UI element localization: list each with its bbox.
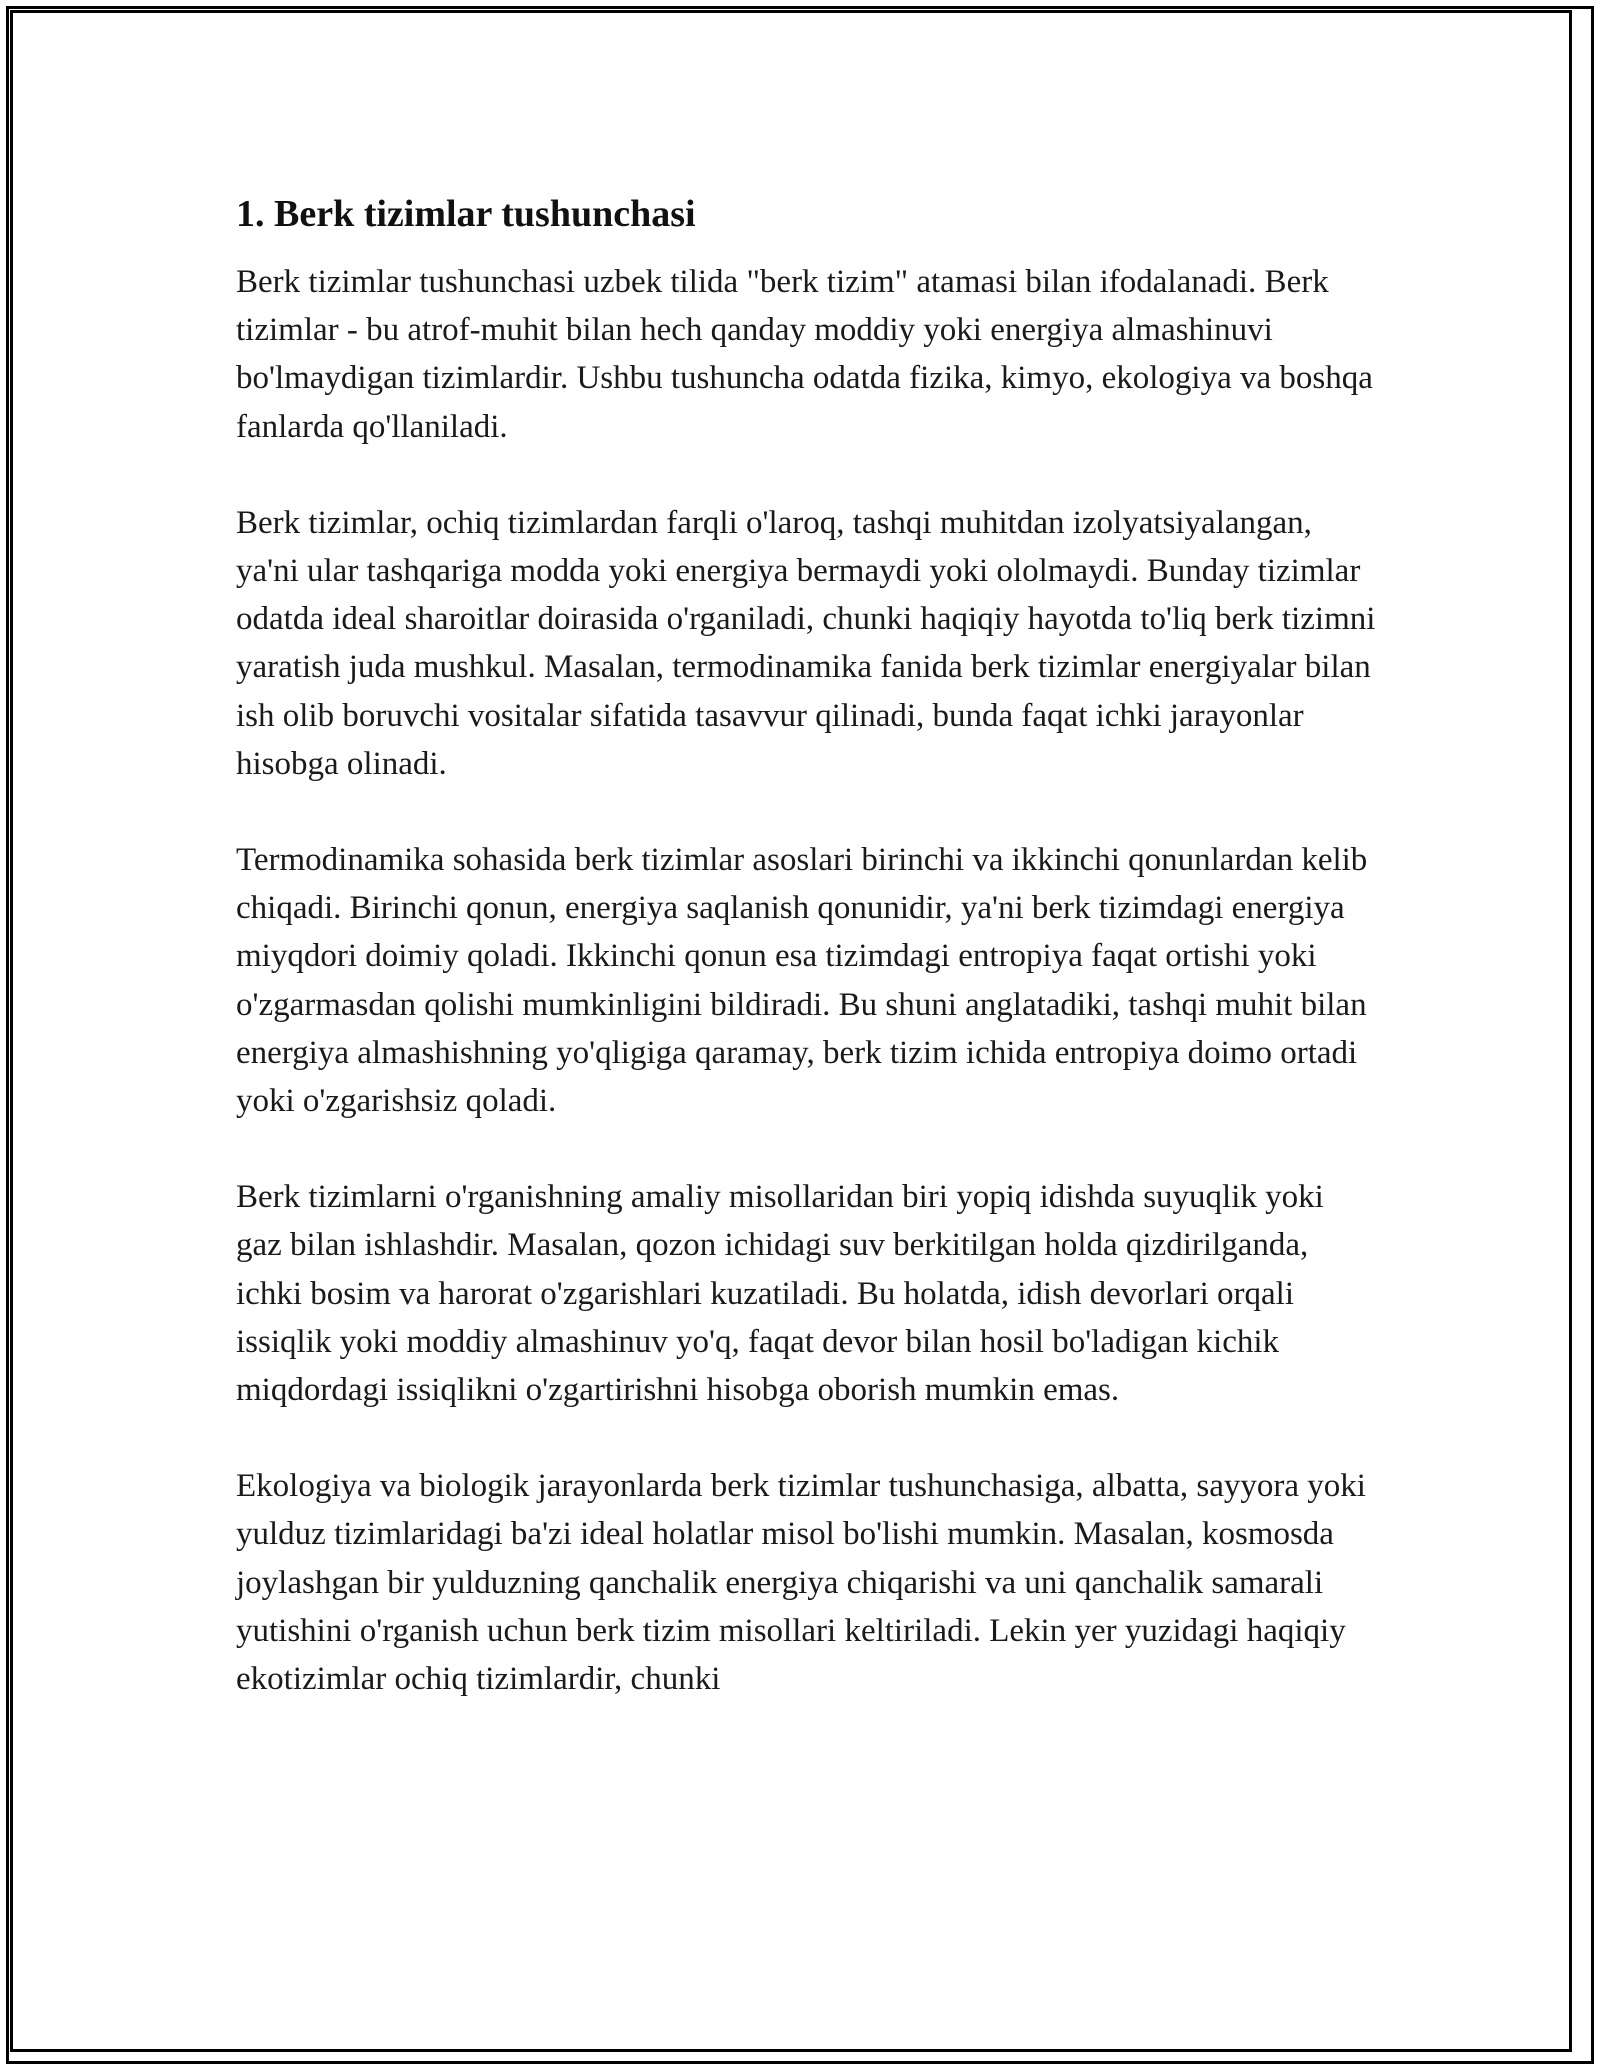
document-body xyxy=(236,188,1376,1751)
paragraph-5: Ekologiya va biologik jarayonlarda berk tizimlar tushunchasiga, albatta, sayyora yoki yulduz tizimlaridagi ba'zi ideal holatlar misol bo'lishi mumkin. Masalan, kosmosda joylashgan bir yulduzning qanchalik energiya chiqarishi va uni qanchalik samarali yutishini o'rganish uchun berk tizim misollari keltiriladi. Lekin yer yuzidagi haqiqiy ekotizimlar ochiq tizimlardir, chunki xyxy=(236,1468,1366,1698)
section-heading: 1. Berk tizimlar tushunchasi xyxy=(236,193,696,235)
paragraph-1: Berk tizimlar tushunchasi uzbek tilida "berk tizim" atamasi bilan ifodalanadi. Berk tizimlar - bu atrof-muhit bilan hech qanday moddiy yoki energiya almashinuvi bo'lmaydigan tizimlardir. Ushbu tushuncha odatda fizika, kimyo, ekologiya va boshqa fanlarda qo'llaniladi. xyxy=(236,264,1373,445)
paragraph-4: Berk tizimlarni o'rganishning amaliy misollaridan biri yopiq idishda suyuqlik yoki gaz bilan ishlashdir. Masalan, qozon ichidagi suv berkitilgan holda qizdirilganda, ichki bosim va harorat o'zgarishlari kuzatiladi. Bu holatda, idish devorlari orqali issiqlik yoki moddiy almashinuv yo'q, faqat devor bilan hosil bo'ladigan kichik miqdordagi issiqlikni o'zgartirishni hisobga oborish mumkin emas. xyxy=(236,1179,1324,1409)
paragraph-3: Termodinamika sohasida berk tizimlar asoslari birinchi va ikkinchi qonunlardan kelib chiqadi. Birinchi qonun, energiya saqlanish qonunidir, ya'ni berk tizimdagi energiya miyqdori doimiy qoladi. Ikkinchi qonun esa tizimdagi entropiya faqat ortishi yoki o'zgarmasdan qolishi mumkinligini bildiradi. Bu shuni anglatadiki, tashqi muhit bilan energiya almashishning yo'qligiga qaramay, berk tizim ichida entropiya doimo ortadi yoki o'zgarishsiz qoladi. xyxy=(236,842,1368,1120)
paragraph-2: Berk tizimlar, ochiq tizimlardan farqli o'laroq, tashqi muhitdan izolyatsiyalangan, ya'ni ular tashqariga modda yoki energiya bermaydi yoki ololmaydi. Bunday tizimlar odatda ideal sharoitlar doirasida o'rganiladi, chunki haqiqiy hayotda to'liq berk tizimni yaratish juda mushkul. Masalan, termodinamika fanida berk tizimlar energiyalar bilan ish olib boruvchi vositalar sifatida tasavvur qilinadi, bunda faqat ichki jarayonlar hisobga olinadi. xyxy=(236,504,1376,782)
